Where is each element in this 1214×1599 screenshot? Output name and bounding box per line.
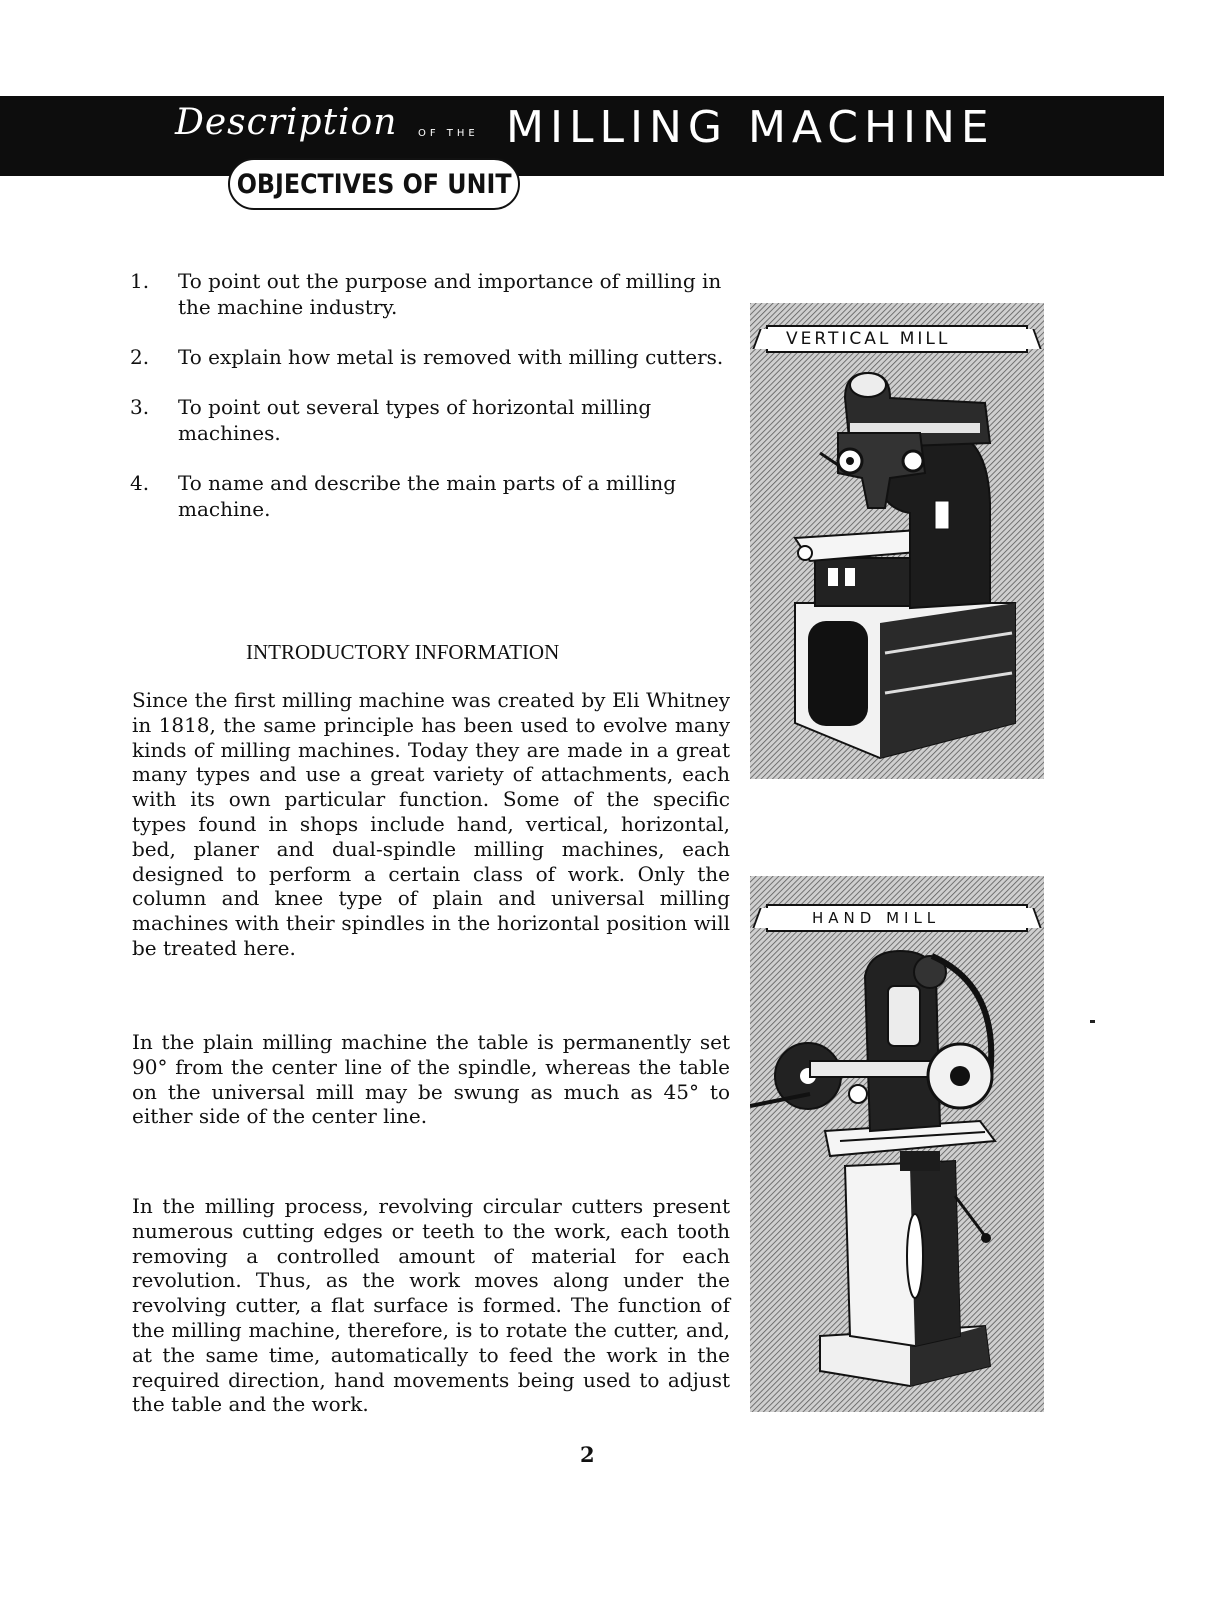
section-heading: INTRODUCTORY INFORMATION <box>246 640 560 664</box>
list-item-number: 2. <box>130 345 150 369</box>
list-item <box>130 344 730 370</box>
scan-mark <box>1090 1020 1095 1023</box>
of-the-label: OF THE <box>418 128 479 139</box>
page-number: 2 <box>580 1442 595 1467</box>
list-item-text: To name and describe the main parts of a milling machine. <box>178 471 677 521</box>
hand-mill-figure <box>750 876 1044 1412</box>
figure-label: VERTICAL MILL <box>766 325 1028 353</box>
list-item <box>130 394 730 446</box>
list-item-text: To point out several types of horizontal milling machines. <box>178 395 652 445</box>
script-title: Description <box>175 102 398 143</box>
list-item-number: 1. <box>130 269 150 293</box>
page-title: MILLING MACHINE <box>506 102 995 153</box>
banner-tab <box>1154 118 1164 164</box>
section-badge <box>228 158 520 210</box>
list-item <box>130 470 730 522</box>
list-item-number: 4. <box>130 471 150 495</box>
hand-mill-illustration <box>750 876 1044 1412</box>
list-item <box>130 268 730 320</box>
objectives-list <box>130 268 730 546</box>
list-item-number: 3. <box>130 395 150 419</box>
list-item-text: To explain how metal is removed with milling cutters. <box>178 345 724 369</box>
list-item-text: To point out the purpose and importance of milling in the machine industry. <box>178 269 722 319</box>
vertical-mill-illustration <box>750 303 1044 779</box>
paragraph: Since the first milling machine was created by Eli Whitney in 1818, the same principle has been used to evolve many kinds of milling machines. Today they are made in a great many types and use a great variety of attachments, each with its own particular function. Some of the specific types found in shops include hand, vertical, horizontal, bed, planer and dual-spindle milling machines, each designed to perform a certain class of work. Only the column and knee type of plain and universal milling machines with their spindles in the horizontal position will be treated here. <box>132 688 730 960</box>
vertical-mill-figure <box>750 303 1044 779</box>
paragraph: In the milling process, revolving circular cutters present numerous cutting edges or teeth to the work, each tooth removing a controlled amount of material for each revolution. Thus, as the work moves along under the revolving cutter, a flat surface is formed. The function of the milling machine, therefore, is to rotate the cutter, and, at the same time, automatically to feed the work in the required direction, hand movements being used to adjust the table and the work. <box>132 1194 730 1417</box>
figure-label: HAND MILL <box>766 904 1028 932</box>
section-badge-label: OBJECTIVES OF UNIT <box>236 168 512 200</box>
paragraph: In the plain milling machine the table is permanently set 90° from the center line of the spindle, whereas the table on the universal mill may be swung as much as 45° to either side of the center line. <box>132 1030 730 1129</box>
